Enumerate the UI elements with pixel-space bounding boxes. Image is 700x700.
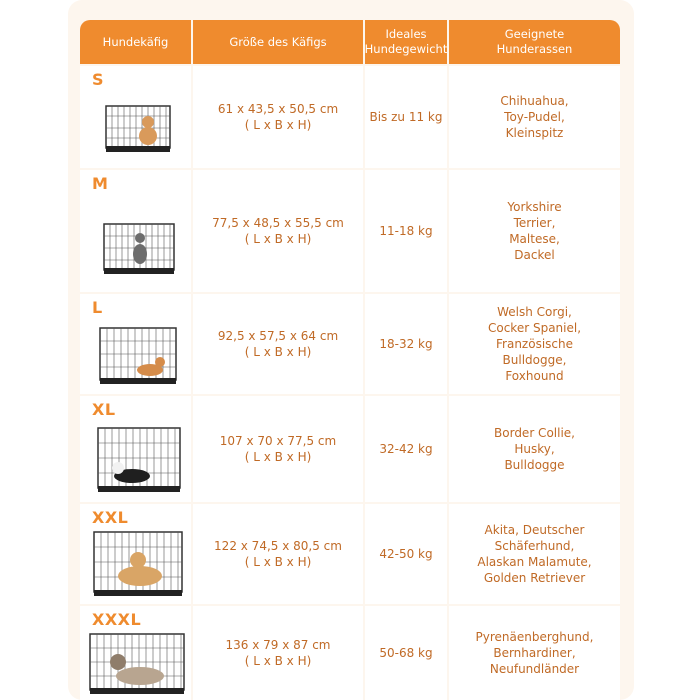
dog-weight: Bis zu 11 kg bbox=[369, 110, 443, 124]
cage-cell bbox=[80, 294, 193, 394]
breeds-cell bbox=[449, 504, 620, 604]
cage-dimensions: 77,5 x 48,5 x 55,5 cm bbox=[212, 216, 344, 230]
breed-line: Bulldogge bbox=[504, 458, 565, 472]
dog-weight: 42-50 kg bbox=[379, 547, 433, 561]
breed-line: Chihuahua, bbox=[500, 94, 569, 108]
header-size bbox=[193, 20, 365, 64]
breeds-cell bbox=[449, 396, 620, 502]
breed-line: Kleinspitz bbox=[505, 126, 564, 140]
table-row bbox=[80, 66, 620, 168]
breed-line: Maltese, bbox=[509, 232, 560, 246]
cage-dimension-unit: ( L x B x H) bbox=[244, 654, 312, 668]
size-label: XXL bbox=[92, 508, 129, 527]
header-weight-line1: Ideales bbox=[385, 27, 427, 41]
cage-dimensions: 107 x 70 x 77,5 cm bbox=[219, 434, 337, 448]
size-label: XL bbox=[92, 400, 116, 419]
breed-line: Terrier, bbox=[513, 216, 556, 230]
weight-cell bbox=[365, 66, 449, 168]
size-chart-table bbox=[80, 20, 620, 700]
cage-dimension-unit: ( L x B x H) bbox=[244, 232, 312, 246]
header-cage bbox=[80, 20, 193, 64]
cage-cell bbox=[80, 606, 193, 700]
breed-line: Dackel bbox=[514, 248, 555, 262]
table-row bbox=[80, 396, 620, 502]
breed-line: Alaskan Malamute, bbox=[477, 555, 592, 569]
weight-cell bbox=[365, 294, 449, 394]
breed-line: Pyrenäenberghund, bbox=[475, 630, 594, 644]
size-cell bbox=[193, 294, 365, 394]
weight-cell bbox=[365, 606, 449, 700]
cage-dimension-unit: ( L x B x H) bbox=[244, 345, 312, 359]
weight-cell bbox=[365, 504, 449, 604]
table-row bbox=[80, 294, 620, 394]
size-label: S bbox=[92, 70, 105, 89]
cage-cell bbox=[80, 504, 193, 604]
dog-weight: 32-42 kg bbox=[379, 442, 433, 456]
cage-dimension-unit: ( L x B x H) bbox=[244, 118, 312, 132]
dog-weight: 50-68 kg bbox=[379, 646, 433, 660]
breed-line: Golden Retriever bbox=[483, 571, 586, 585]
cage-cell bbox=[80, 66, 193, 168]
breeds-cell bbox=[449, 606, 620, 700]
breed-line: Französische bbox=[496, 337, 573, 351]
cage-cell bbox=[80, 170, 193, 292]
weight-cell bbox=[365, 396, 449, 502]
breeds-cell bbox=[449, 170, 620, 292]
cage-dimensions: 122 x 74,5 x 80,5 cm bbox=[214, 539, 342, 553]
weight-cell bbox=[365, 170, 449, 292]
breed-line: Cocker Spaniel, bbox=[487, 321, 582, 335]
cage-dimensions: 92,5 x 57,5 x 64 cm bbox=[217, 329, 339, 343]
size-label: M bbox=[92, 174, 109, 193]
table-row bbox=[80, 606, 620, 700]
breed-line: Toy-Pudel, bbox=[504, 110, 565, 124]
breed-line: Yorkshire bbox=[507, 200, 562, 214]
header-cage-label: Hundekäfig bbox=[102, 34, 169, 49]
breed-line: Akita, Deutscher bbox=[484, 523, 585, 537]
breed-line: Border Collie, bbox=[494, 426, 575, 440]
header-weight bbox=[365, 20, 449, 64]
cage-dimension-unit: ( L x B x H) bbox=[244, 555, 312, 569]
header-breeds-line1: Geeignete bbox=[504, 27, 565, 41]
table-row bbox=[80, 170, 620, 292]
breeds-cell bbox=[449, 66, 620, 168]
cage-xxxl-image bbox=[88, 632, 186, 696]
cage-dimension-unit: ( L x B x H) bbox=[244, 450, 312, 464]
dog-weight: 18-32 kg bbox=[379, 337, 433, 351]
cage-s-image bbox=[104, 104, 172, 154]
table-row bbox=[80, 504, 620, 604]
breeds-cell bbox=[449, 294, 620, 394]
breed-line: Schäferhund, bbox=[494, 539, 575, 553]
breed-line: Neufundländer bbox=[489, 662, 580, 676]
cage-xl-image bbox=[96, 426, 182, 496]
cage-cell bbox=[80, 396, 193, 502]
cage-l-image bbox=[98, 326, 178, 388]
breed-line: Bernhardiner, bbox=[493, 646, 576, 660]
size-cell bbox=[193, 66, 365, 168]
table-header bbox=[80, 20, 620, 64]
header-weight-line2: Hundegewicht bbox=[364, 42, 448, 56]
cage-m-image bbox=[102, 222, 176, 278]
cage-xxl-image bbox=[92, 530, 184, 600]
cage-dimensions: 61 x 43,5 x 50,5 cm bbox=[217, 102, 339, 116]
size-label: XXXL bbox=[92, 610, 142, 629]
size-cell bbox=[193, 606, 365, 700]
header-size-label: Größe des Käfigs bbox=[229, 34, 327, 49]
cage-dimensions: 136 x 79 x 87 cm bbox=[225, 638, 331, 652]
size-cell bbox=[193, 170, 365, 292]
breed-line: Welsh Corgi, bbox=[497, 305, 572, 319]
breed-line: Foxhound bbox=[505, 369, 564, 383]
dog-weight: 11-18 kg bbox=[379, 224, 433, 238]
size-cell bbox=[193, 396, 365, 502]
breed-line: Bulldogge, bbox=[502, 353, 567, 367]
size-cell bbox=[193, 504, 365, 604]
size-label: L bbox=[92, 298, 103, 317]
breed-line: Husky, bbox=[514, 442, 555, 456]
header-breeds bbox=[449, 20, 620, 64]
header-breeds-line2: Hunderassen bbox=[496, 42, 573, 56]
